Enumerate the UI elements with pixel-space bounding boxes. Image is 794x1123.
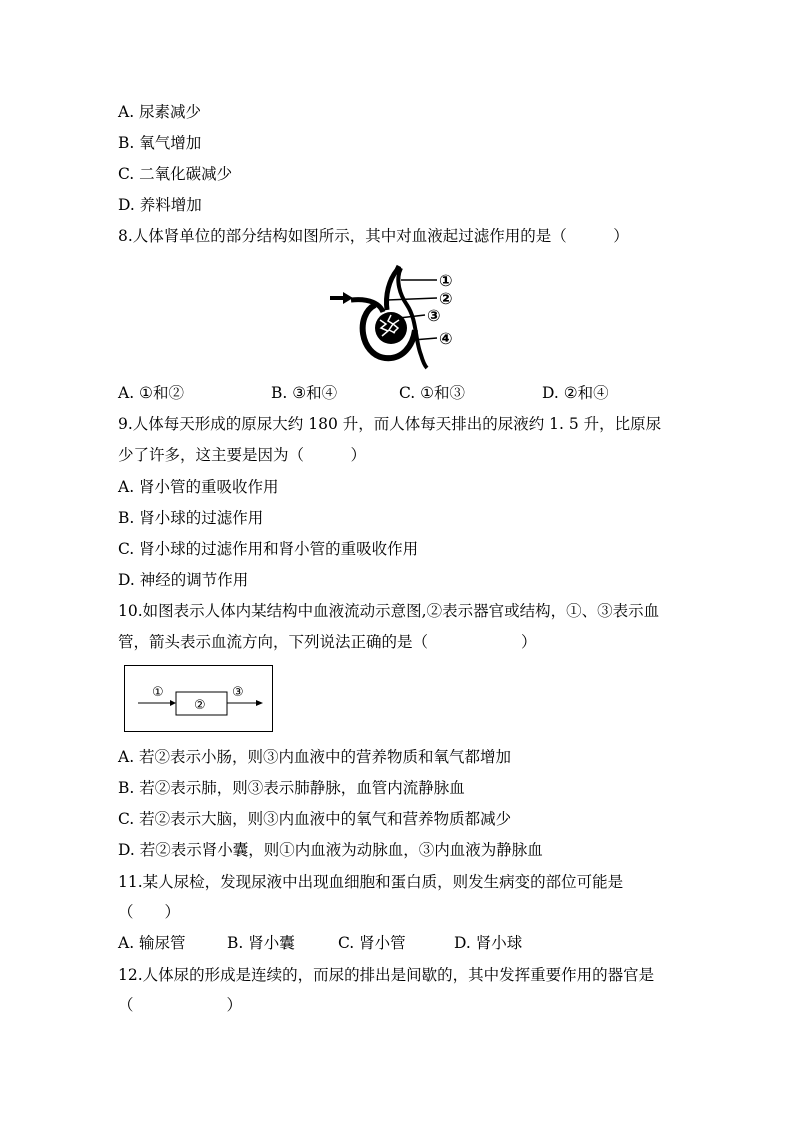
q10-option-c: C. 若②表示大脑，则③内血液中的氧气和营养物质都减少	[118, 810, 512, 828]
q11-option-d: D. 肾小球	[454, 934, 523, 952]
q7-option-d: D. 养料增加	[118, 196, 202, 214]
q9-option-c: C. 肾小球的过滤作用和肾小管的重吸收作用	[118, 540, 419, 558]
q12-stem-line1: 12.人体尿的形成是连续的，而尿的排出是间歇的，其中发挥重要作用的器官是	[118, 966, 655, 984]
q10-stem-line1: 10.如图表示人体内某结构中血液流动示意图,②表示器官或结构，①、③表示血	[118, 602, 660, 620]
label-2: ②	[439, 289, 453, 308]
q12-stem-line2: （ ）	[118, 996, 243, 1014]
q11-option-a: A. 输尿管	[118, 934, 186, 952]
label-4: ④	[439, 329, 453, 348]
q8-options	[118, 383, 678, 403]
q9-option-b: B. 肾小球的过滤作用	[118, 509, 264, 527]
q9-stem-line1: 9.人体每天形成的原尿大约 180 升，而人体每天排出的尿液约 1. 5 升，比原尿	[118, 415, 662, 433]
q11-option-c: C. 肾小管	[338, 934, 406, 952]
label-3: ③	[427, 306, 441, 325]
q11-stem-line1: 11.某人尿检，发现尿液中出现血细胞和蛋白质，则发生病变的部位可能是	[118, 873, 624, 891]
q11-options	[118, 933, 678, 953]
label-1: ①	[439, 271, 453, 290]
q8-option-a: A. ①和②	[118, 384, 184, 402]
q9-option-d: D. 神经的调节作用	[118, 571, 249, 589]
vessel-1-label: ①	[152, 685, 164, 700]
q9-option-a: A. 肾小管的重吸收作用	[118, 478, 279, 496]
incoming-arrow	[330, 292, 353, 304]
q10-option-a: A. 若②表示小肠，则③内血液中的营养物质和氧气都增加	[118, 748, 512, 766]
q7-option-b: B. 氧气增加	[118, 134, 202, 152]
q9-stem-line2: 少了许多，这主要是因为（ ）	[118, 446, 367, 464]
nephron-diagram	[325, 260, 465, 370]
q7-option-c: C. 二氧化碳减少	[118, 165, 233, 183]
q8-option-c: C. ①和③	[399, 384, 466, 402]
q11-option-b: B. 肾小囊	[227, 934, 295, 952]
vessel-3-label: ③	[232, 685, 244, 700]
q7-option-a: A. 尿素减少	[118, 103, 202, 121]
organ-2-label: ②	[194, 698, 206, 713]
q10-option-d: D. 若②表示肾小囊，则①内血液为动脉血，③内血液为静脉血	[118, 841, 543, 859]
glomerulus	[375, 312, 407, 344]
q8-stem: 8.人体肾单位的部分结构如图所示，其中对血液起过滤作用的是（ ）	[118, 227, 629, 245]
q8-option-d: D. ②和④	[542, 384, 609, 402]
q8-option-b: B. ③和④	[271, 384, 338, 402]
q10-option-b: B. 若②表示肺，则③表示肺静脉，血管内流静脉血	[118, 779, 465, 797]
q11-stem-line2: （ ）	[118, 903, 181, 921]
q10-stem-line2: 管，箭头表示血流方向，下列说法正确的是（ ）	[118, 633, 537, 651]
blood-flow-diagram	[124, 665, 274, 733]
